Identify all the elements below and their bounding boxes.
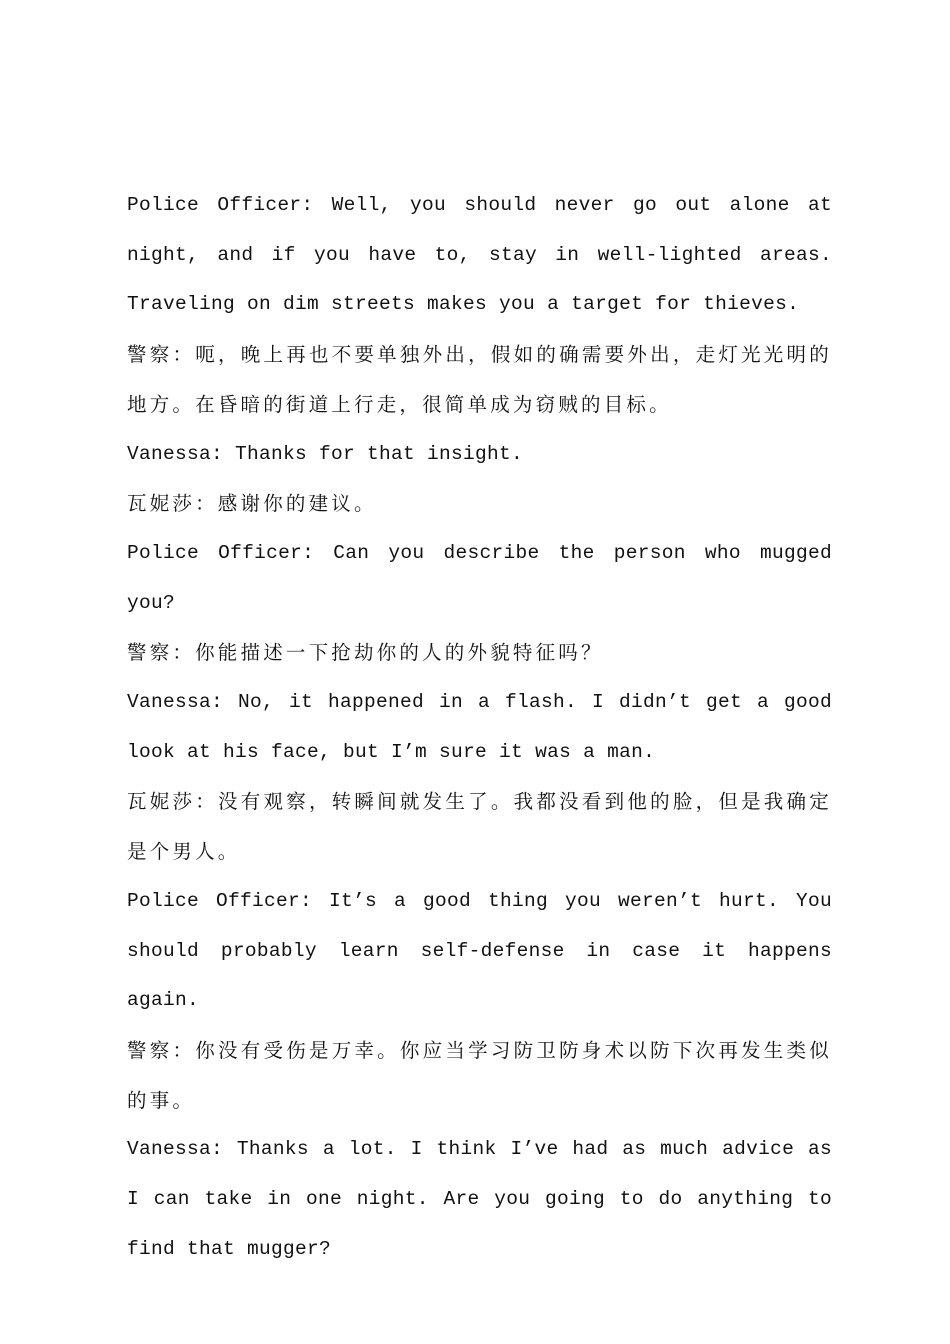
dialogue-line-en: Police Officer: It’s a good thing you weren’t hurt. You should probably learn self-defense in case it happens again. [127,889,832,1012]
dialogue-line-en: Vanessa: Thanks a lot. I think I’ve had as much advice as I can take in one night. Are you going to do anything to find that mugger? [127,1138,832,1260]
dialogue-line-zh: 瓦妮莎：没有观察，转瞬间就发生了。我都没看到他的脸，但是我确定是个男人。 [127,790,832,864]
dialogue-line-zh: 警察：你没有受伤是万幸。你应当学习防卫防身术以防下次再发生类似的事。 [127,1038,832,1112]
dialogue-line-en: Vanessa: Thanks for that insight. [127,442,524,465]
dialogue-line-zh: 警察：你能描述一下抢劫你的人的外貌特征吗？ [127,641,604,665]
dialogue-line-en: Police Officer: Well, you should never go out alone at night, and if you have to, stay in well-lighted areas. Traveling on dim streets makes you a target for thieves. [127,194,832,316]
document-page [127,181,832,1274]
dialogue-line-en: Vanessa: No, it happened in a flash. I didn’t get a good look at his face, but I’m sure it was a man. [127,691,832,763]
dialogue-line-zh: 瓦妮莎：感谢你的建议。 [127,492,377,516]
dialogue-line-zh: 警察：呃，晚上再也不要单独外出，假如的确需要外出，走灯光光明的地方。在昏暗的街道上行走，很简单成为窃贼的目标。 [127,343,832,416]
dialogue-line-en: Police Officer: Can you describe the person who mugged you? [127,541,832,614]
